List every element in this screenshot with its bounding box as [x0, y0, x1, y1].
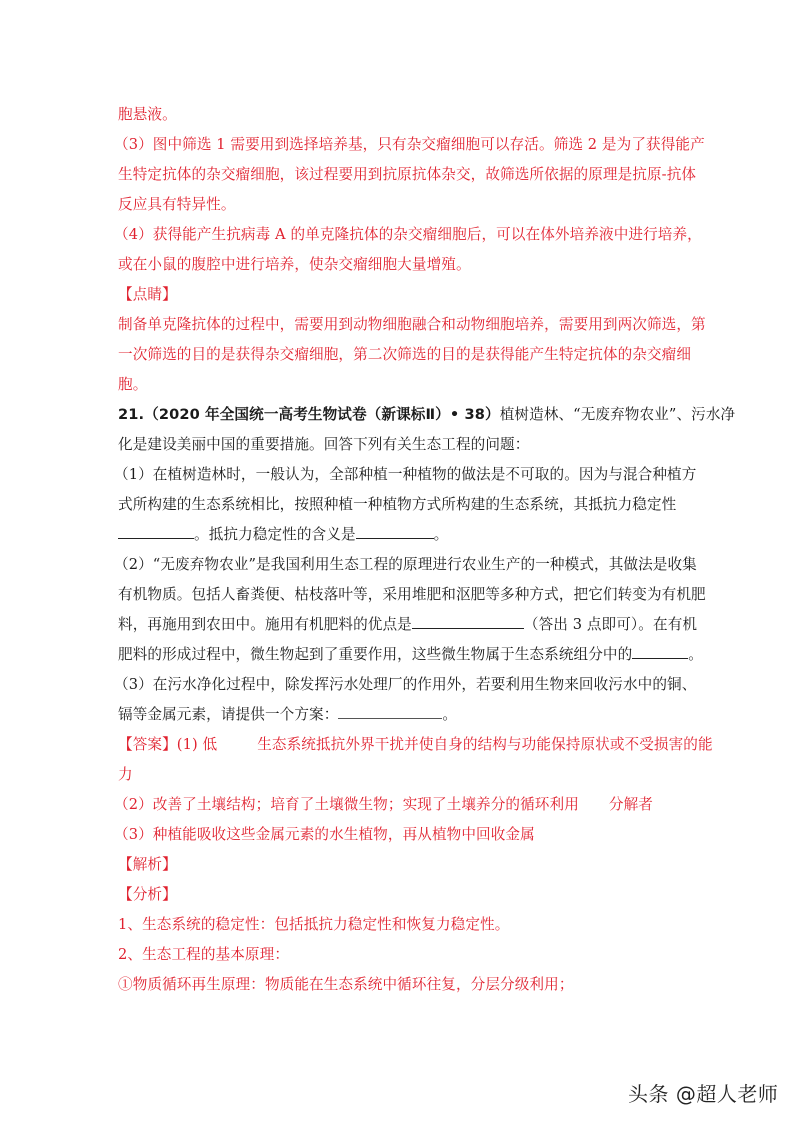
document-page — [114, 100, 736, 1000]
section-label-tip: 【点睛】 — [118, 286, 177, 303]
text-line: 化是建设美丽中国的重要措施。回答下列有关生态工程的问题： — [118, 436, 530, 453]
text-line: 胞。 — [118, 376, 148, 393]
text-line: （3）在污水净化过程中，除发挥污水处理厂的作用外，若要利用生物来回收污水中的铜、 — [114, 676, 697, 693]
text-line: 生特定抗体的杂交瘤细胞，该过程要用到抗原抗体杂交，故筛选所依据的原理是抗原-抗体 — [118, 166, 697, 183]
text-line: 力 — [118, 766, 133, 783]
text-line: 式所构建的生态系统相比，按照种植一种植物方式所构建的生态系统，其抵抗力稳定性 — [118, 496, 677, 513]
text-line: 反应具有特异性。 — [118, 196, 236, 213]
watermark: 头条 @超人老师 — [628, 1082, 779, 1106]
answer-line: （3）种植能吸收这些金属元素的水生植物，再从植物中回收金属 — [114, 826, 535, 843]
text-line: （4）获得能产生抗病毒 A 的单克隆抗体的杂交瘤细胞后，可以在体外培养液中进行培养， — [114, 226, 702, 243]
text-line: 。抵抗力稳定性的含义是 。 — [118, 520, 686, 550]
section-label-analysis-sub: 【分析】 — [118, 886, 177, 903]
question-number: 21. — [118, 406, 145, 423]
text-line: 1、生态系统的稳定性：包括抵抗力稳定性和恢复力稳定性。 — [118, 916, 510, 933]
answer-line: 【答案】(1) 低 生态系统抵抗外界干扰并使自身的结构与功能保持原状或不受损害的能 — [118, 736, 713, 753]
answer-blank — [356, 524, 434, 539]
answer-blank — [118, 524, 194, 539]
question-stem: 植树造林、“无废弃物农业”、污水净 — [499, 406, 736, 423]
text-line: （2）“无废弃物农业”是我国利用生态工程的原理进行农业生产的一种模式，其做法是收集 — [114, 556, 697, 573]
text-line: 料，再施用到农田中。施用有机肥料的优点是 （答出 3 点即可）。在有机 — [118, 616, 698, 633]
text-line: （3）图中筛选 1 需要用到选择培养基，只有杂交瘤细胞可以存活。筛选 2 是为了获得能产 — [114, 136, 705, 153]
text-line: 有机物质。包括人畜粪便、枯枝落叶等，采用堆肥和沤肥等多种方式，把它们转变为有机肥 — [118, 586, 706, 603]
text-line: 镉等金属元素，请提供一个方案： 。 — [118, 706, 458, 723]
answer-blank — [632, 644, 688, 659]
answer-blank — [338, 704, 442, 719]
text-line: 胞悬液。 — [118, 106, 177, 123]
text-line: 制备单克隆抗体的过程中，需要用到动物细胞融合和动物细胞培养，需要用到两次筛选，第 — [118, 316, 706, 333]
text-line: 一次筛选的目的是获得杂交瘤细胞，第二次筛选的目的是获得能产生特定抗体的杂交瘤细 — [118, 346, 692, 363]
text-line: ①物质循环再生原理：物质能在生态系统中循环往复，分层分级利用； — [118, 976, 574, 993]
text-line: 或在小鼠的腹腔中进行培养，使杂交瘤细胞大量增殖。 — [118, 256, 471, 273]
text-line: （1）在植树造林时，一般认为，全部种植一种植物的做法是不可取的。因为与混合种植方 — [114, 466, 697, 483]
text-line: 肥料的形成过程中，微生物起到了重要作用，这些微生物属于生态系统组分中的 。 — [118, 646, 703, 663]
section-label-answer: 【答案】 — [118, 736, 177, 753]
question-header — [118, 400, 736, 430]
answer-line: （2）改善了土壤结构；培育了土壤微生物；实现了土壤养分的循环利用 分解者 — [114, 796, 653, 813]
section-label-analysis: 【解析】 — [118, 856, 177, 873]
text-line: 2、生态工程的基本原理： — [118, 946, 290, 963]
answer-blank — [412, 614, 524, 629]
question-source: （2020 年全国统一高考生物试卷（新课标Ⅱ）• 38） — [144, 406, 500, 423]
